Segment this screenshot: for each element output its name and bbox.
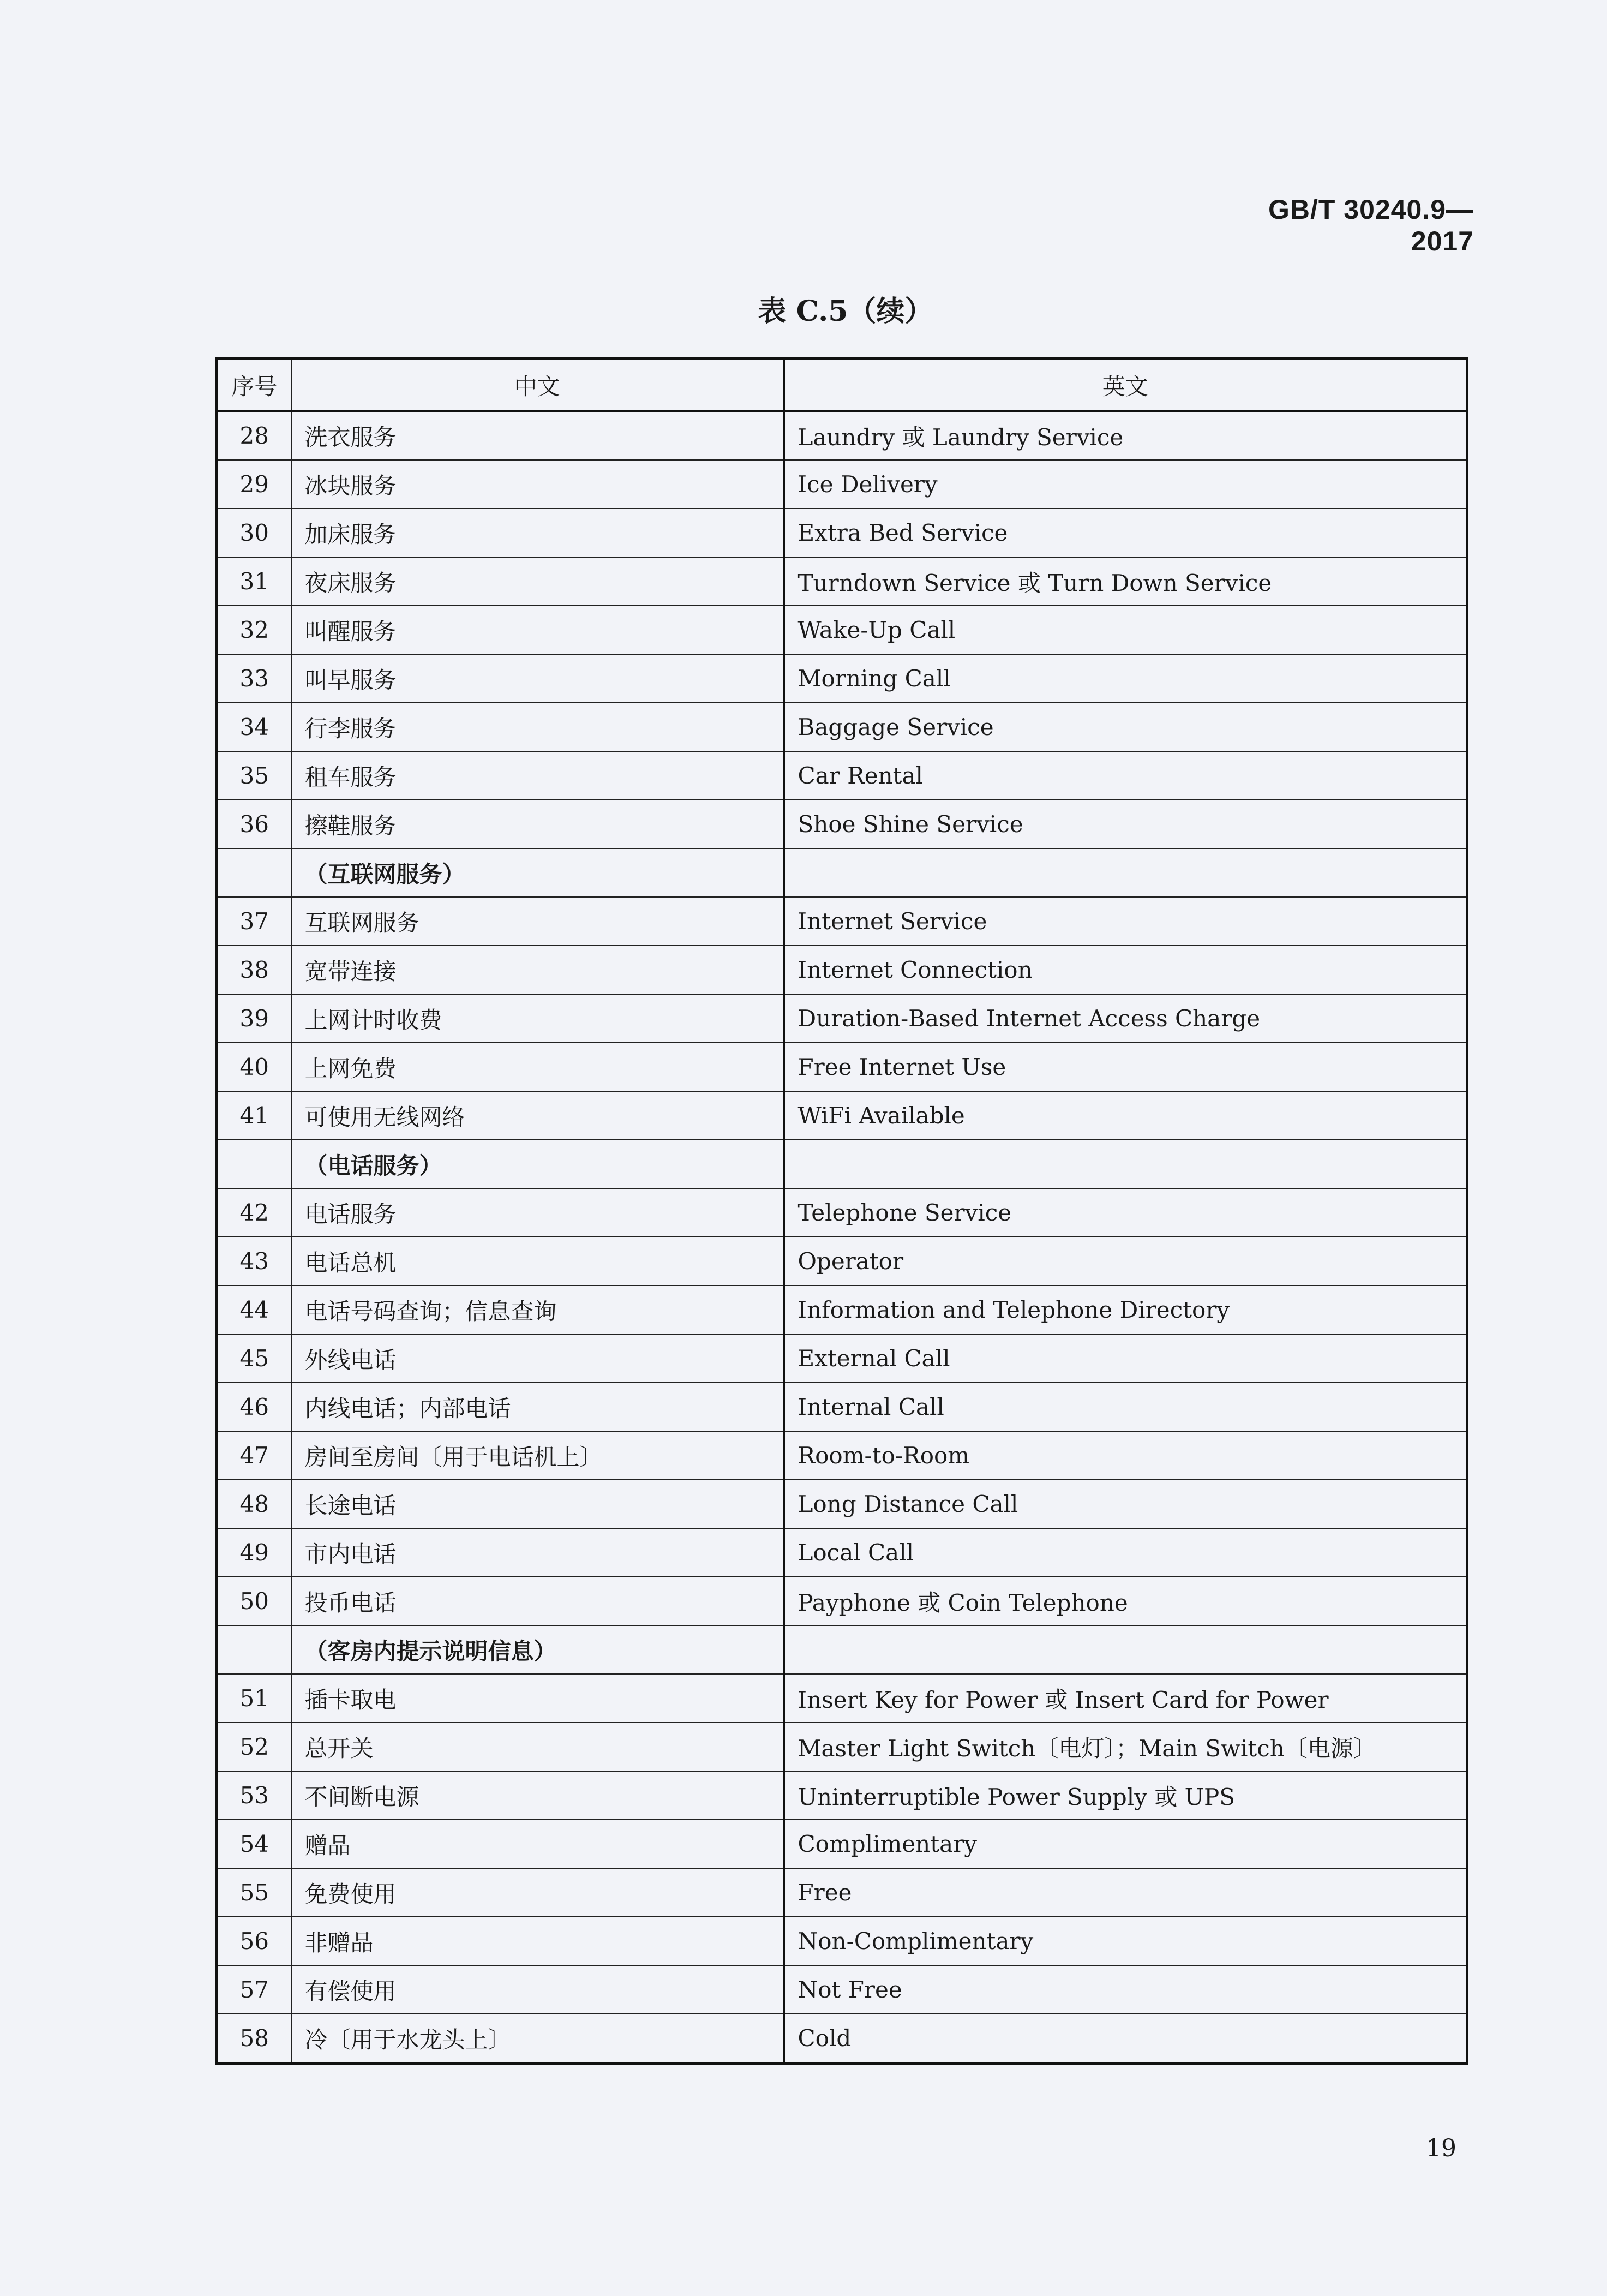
chinese-term-cell: 擦鞋服务	[291, 800, 784, 848]
table-row	[217, 703, 1467, 751]
english-term-cell: Insert Key for Power 或 Insert Card for Power	[784, 1674, 1467, 1723]
column-header-number: 序号	[217, 359, 291, 411]
table-row	[217, 1334, 1467, 1383]
table-row	[217, 1237, 1467, 1285]
row-number-cell: 49	[217, 1528, 291, 1577]
row-number-cell: 39	[217, 994, 291, 1043]
table-row	[217, 411, 1467, 460]
table-row	[217, 1091, 1467, 1140]
row-number-cell: 47	[217, 1431, 291, 1480]
table-row	[217, 751, 1467, 800]
chinese-term-cell: 电话号码查询；信息查询	[291, 1285, 784, 1334]
row-number-cell: 40	[217, 1043, 291, 1091]
chinese-term-cell: 投币电话	[291, 1577, 784, 1625]
english-term-cell	[784, 1625, 1467, 1674]
section-heading-row	[217, 848, 1467, 897]
english-term-cell: Free	[784, 1868, 1467, 1917]
chinese-term-cell: 房间至房间〔用于电话机上〕	[291, 1431, 784, 1480]
table-row	[217, 1674, 1467, 1723]
chinese-term-cell: 总开关	[291, 1723, 784, 1771]
row-number-cell: 52	[217, 1723, 291, 1771]
row-number-cell: 54	[217, 1820, 291, 1868]
english-term-cell: Room-to-Room	[784, 1431, 1467, 1480]
english-term-cell: Laundry 或 Laundry Service	[784, 411, 1467, 460]
chinese-term-cell: 上网计时收费	[291, 994, 784, 1043]
english-term-cell: Operator	[784, 1237, 1467, 1285]
table-row	[217, 994, 1467, 1043]
table-row	[217, 1431, 1467, 1480]
table-row	[217, 946, 1467, 994]
row-number-cell: 45	[217, 1334, 291, 1383]
english-term-cell: Free Internet Use	[784, 1043, 1467, 1091]
chinese-term-cell: 互联网服务	[291, 897, 784, 946]
chinese-term-cell: 市内电话	[291, 1528, 784, 1577]
table-row	[217, 606, 1467, 654]
row-number-cell: 44	[217, 1285, 291, 1334]
column-header-english: 英文	[784, 359, 1467, 411]
chinese-term-cell: （互联网服务）	[291, 848, 784, 897]
english-term-cell: WiFi Available	[784, 1091, 1467, 1140]
table-row	[217, 2014, 1467, 2064]
chinese-term-cell: 内线电话；内部电话	[291, 1383, 784, 1431]
section-heading-row	[217, 1625, 1467, 1674]
chinese-term-cell: 冷〔用于水龙头上〕	[291, 2014, 784, 2064]
english-term-cell: Payphone 或 Coin Telephone	[784, 1577, 1467, 1625]
row-number-cell: 31	[217, 557, 291, 606]
english-term-cell: Local Call	[784, 1528, 1467, 1577]
chinese-term-cell: 租车服务	[291, 751, 784, 800]
table-row	[217, 1043, 1467, 1091]
standard-code: GB/T 30240.9—2017	[1268, 194, 1474, 256]
chinese-term-cell: 洗衣服务	[291, 411, 784, 460]
row-number-cell: 51	[217, 1674, 291, 1723]
chinese-term-cell: 插卡取电	[291, 1674, 784, 1723]
english-term-cell: Not Free	[784, 1965, 1467, 2014]
english-term-cell: Master Light Switch〔电灯〕；Main Switch〔电源〕	[784, 1723, 1467, 1771]
chinese-term-cell: 夜床服务	[291, 557, 784, 606]
row-number-cell: 41	[217, 1091, 291, 1140]
english-term-cell: Turndown Service 或 Turn Down Service	[784, 557, 1467, 606]
chinese-term-cell: 宽带连接	[291, 946, 784, 994]
chinese-term-cell: 有偿使用	[291, 1965, 784, 2014]
table-title: 表 C.5（续）	[758, 295, 933, 328]
row-number-cell: 57	[217, 1965, 291, 2014]
row-number-cell: 46	[217, 1383, 291, 1431]
english-term-cell: Wake-Up Call	[784, 606, 1467, 654]
english-term-cell: Information and Telephone Directory	[784, 1285, 1467, 1334]
table-row	[217, 897, 1467, 946]
row-number-cell: 33	[217, 654, 291, 703]
table-row	[217, 1771, 1467, 1820]
table-body	[217, 411, 1467, 2064]
row-number-cell: 34	[217, 703, 291, 751]
row-number-cell: 53	[217, 1771, 291, 1820]
english-term-cell: Morning Call	[784, 654, 1467, 703]
row-number-cell	[217, 1140, 291, 1188]
row-number-cell: 50	[217, 1577, 291, 1625]
chinese-term-cell: 叫醒服务	[291, 606, 784, 654]
table-row	[217, 1868, 1467, 1917]
column-header-chinese: 中文	[291, 359, 784, 411]
page-number: 19	[1426, 2134, 1456, 2162]
row-number-cell: 29	[217, 460, 291, 509]
row-number-cell: 30	[217, 509, 291, 557]
english-term-cell: Uninterruptible Power Supply 或 UPS	[784, 1771, 1467, 1820]
chinese-term-cell: 非赠品	[291, 1917, 784, 1965]
row-number-cell: 36	[217, 800, 291, 848]
row-number-cell: 32	[217, 606, 291, 654]
table-row	[217, 460, 1467, 509]
english-term-cell: Shoe Shine Service	[784, 800, 1467, 848]
english-term-cell: Extra Bed Service	[784, 509, 1467, 557]
chinese-term-cell: 电话总机	[291, 1237, 784, 1285]
english-term-cell: Internet Service	[784, 897, 1467, 946]
english-term-cell: Non-Complimentary	[784, 1917, 1467, 1965]
chinese-term-cell: 电话服务	[291, 1188, 784, 1237]
table-row	[217, 1480, 1467, 1528]
row-number-cell: 43	[217, 1237, 291, 1285]
chinese-term-cell: 可使用无线网络	[291, 1091, 784, 1140]
row-number-cell: 58	[217, 2014, 291, 2064]
chinese-term-cell: 上网免费	[291, 1043, 784, 1091]
table-row	[217, 1383, 1467, 1431]
chinese-term-cell: 行李服务	[291, 703, 784, 751]
row-number-cell: 37	[217, 897, 291, 946]
english-term-cell: Telephone Service	[784, 1188, 1467, 1237]
table-header-row	[217, 359, 1467, 411]
table-row	[217, 1820, 1467, 1868]
row-number-cell: 35	[217, 751, 291, 800]
table-row	[217, 1528, 1467, 1577]
row-number-cell	[217, 1625, 291, 1674]
english-term-cell: Car Rental	[784, 751, 1467, 800]
chinese-term-cell: 赠品	[291, 1820, 784, 1868]
english-term-cell: Cold	[784, 2014, 1467, 2064]
english-term-cell: External Call	[784, 1334, 1467, 1383]
table-row	[217, 557, 1467, 606]
row-number-cell: 38	[217, 946, 291, 994]
english-term-cell: Duration-Based Internet Access Charge	[784, 994, 1467, 1043]
row-number-cell: 48	[217, 1480, 291, 1528]
table-row	[217, 1965, 1467, 2014]
row-number-cell	[217, 848, 291, 897]
chinese-term-cell: （电话服务）	[291, 1140, 784, 1188]
table-row	[217, 1285, 1467, 1334]
chinese-term-cell: 冰块服务	[291, 460, 784, 509]
chinese-term-cell: 免费使用	[291, 1868, 784, 1917]
vocabulary-table	[215, 357, 1468, 2065]
table-row	[217, 509, 1467, 557]
chinese-term-cell: 叫早服务	[291, 654, 784, 703]
table-row	[217, 1577, 1467, 1625]
english-term-cell: Baggage Service	[784, 703, 1467, 751]
english-term-cell: Internet Connection	[784, 946, 1467, 994]
row-number-cell: 42	[217, 1188, 291, 1237]
table-row	[217, 800, 1467, 848]
chinese-term-cell: 不间断电源	[291, 1771, 784, 1820]
english-term-cell	[784, 848, 1467, 897]
english-term-cell: Complimentary	[784, 1820, 1467, 1868]
row-number-cell: 56	[217, 1917, 291, 1965]
table-row	[217, 654, 1467, 703]
english-term-cell: Internal Call	[784, 1383, 1467, 1431]
english-term-cell: Long Distance Call	[784, 1480, 1467, 1528]
row-number-cell: 28	[217, 411, 291, 460]
chinese-term-cell: （客房内提示说明信息）	[291, 1625, 784, 1674]
english-term-cell	[784, 1140, 1467, 1188]
table-row	[217, 1723, 1467, 1771]
chinese-term-cell: 加床服务	[291, 509, 784, 557]
table-row	[217, 1188, 1467, 1237]
row-number-cell: 55	[217, 1868, 291, 1917]
chinese-term-cell: 长途电话	[291, 1480, 784, 1528]
section-heading-row	[217, 1140, 1467, 1188]
english-term-cell: Ice Delivery	[784, 460, 1467, 509]
table-row	[217, 1917, 1467, 1965]
chinese-term-cell: 外线电话	[291, 1334, 784, 1383]
